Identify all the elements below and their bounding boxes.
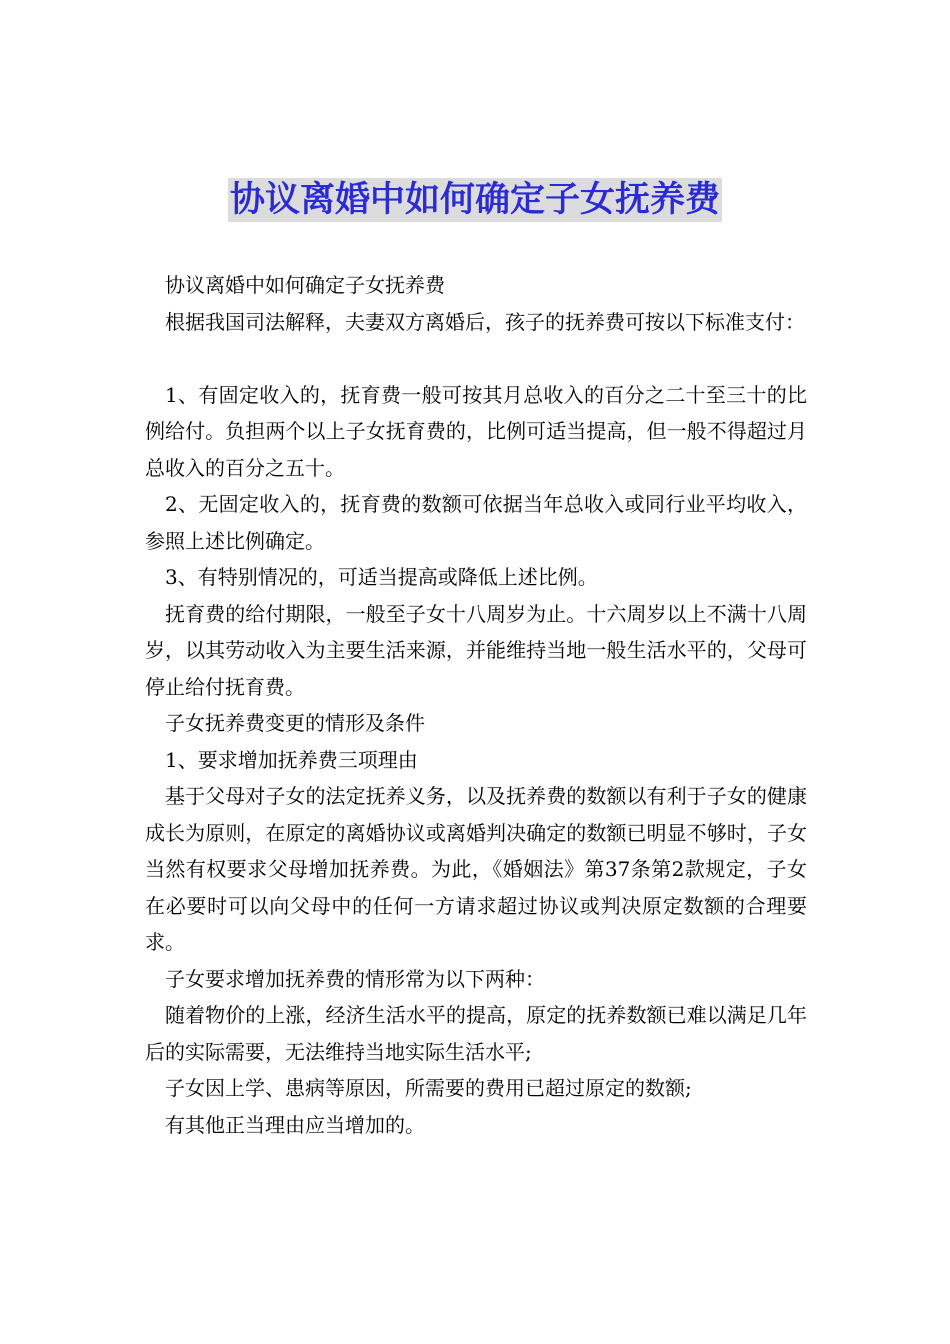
paragraph-payment-period: 抚育费的给付期限，一般至子女十八周岁为止。十六周岁以上不满十八周岁，以其劳动收入为主要生活来源，并能维持当地一般生活水平的，父母可停止给付抚育费。 [145, 601, 807, 699]
paragraph-item-2: 2、无固定收入的，抚育费的数额可依据当年总收入或同行业平均收入，参照上述比例确定。 [145, 492, 807, 553]
title-container [0, 178, 950, 222]
paragraph-case-2: 子女因上学、患病等原因，所需要的费用已超过原定的数额; [165, 1076, 692, 1100]
paragraph-item-1: 1、有固定收入的，抚育费一般可按其月总收入的百分之二十至三十的比例给付。负担两个以上子女抚育费的，比例可适当提高，但一般不得超过月总收入的百分之五十。 [145, 382, 807, 480]
document-title: 协议离婚中如何确定子女抚养费 [229, 180, 720, 220]
paragraph-item-3: 3、有特别情况的，可适当提高或降低上述比例。 [165, 565, 598, 589]
paragraph-subtitle: 协议离婚中如何确定子女抚养费 [165, 273, 445, 297]
document-body [145, 267, 807, 1143]
paragraph-cases-intro: 子女要求增加抚养费的情形常为以下两种： [165, 966, 545, 991]
paragraph-section-heading: 子女抚养费变更的情形及条件 [165, 711, 425, 735]
paragraph-case-3: 有其他正当理由应当增加的。 [165, 1112, 425, 1137]
paragraph-intro: 根据我国司法解释，夫妻双方离婚后，孩子的抚养费可按以下标准支付： [165, 309, 805, 334]
paragraph-legal-basis: 基于父母对子女的法定抚养义务，以及抚养费的数额以有利于子女的健康成长为原则，在原定的离婚协议或离婚判决确定的数额已明显不够时，子女当然有权要求父母增加抚养费。为此，《婚姻法》第37条第2款规定，子女在必要时可以向父母中的任何一方请求超过协议或判决原定数额的合理要求。 [145, 784, 807, 954]
blank-line [145, 340, 807, 377]
paragraph-case-1: 随着物价的上涨，经济生活水平的提高，原定的抚养数额已难以满足几年后的实际需要，无法维持当地实际生活水平; [145, 1003, 807, 1064]
paragraph-subsection-heading: 1、要求增加抚养费三项理由 [165, 747, 418, 772]
